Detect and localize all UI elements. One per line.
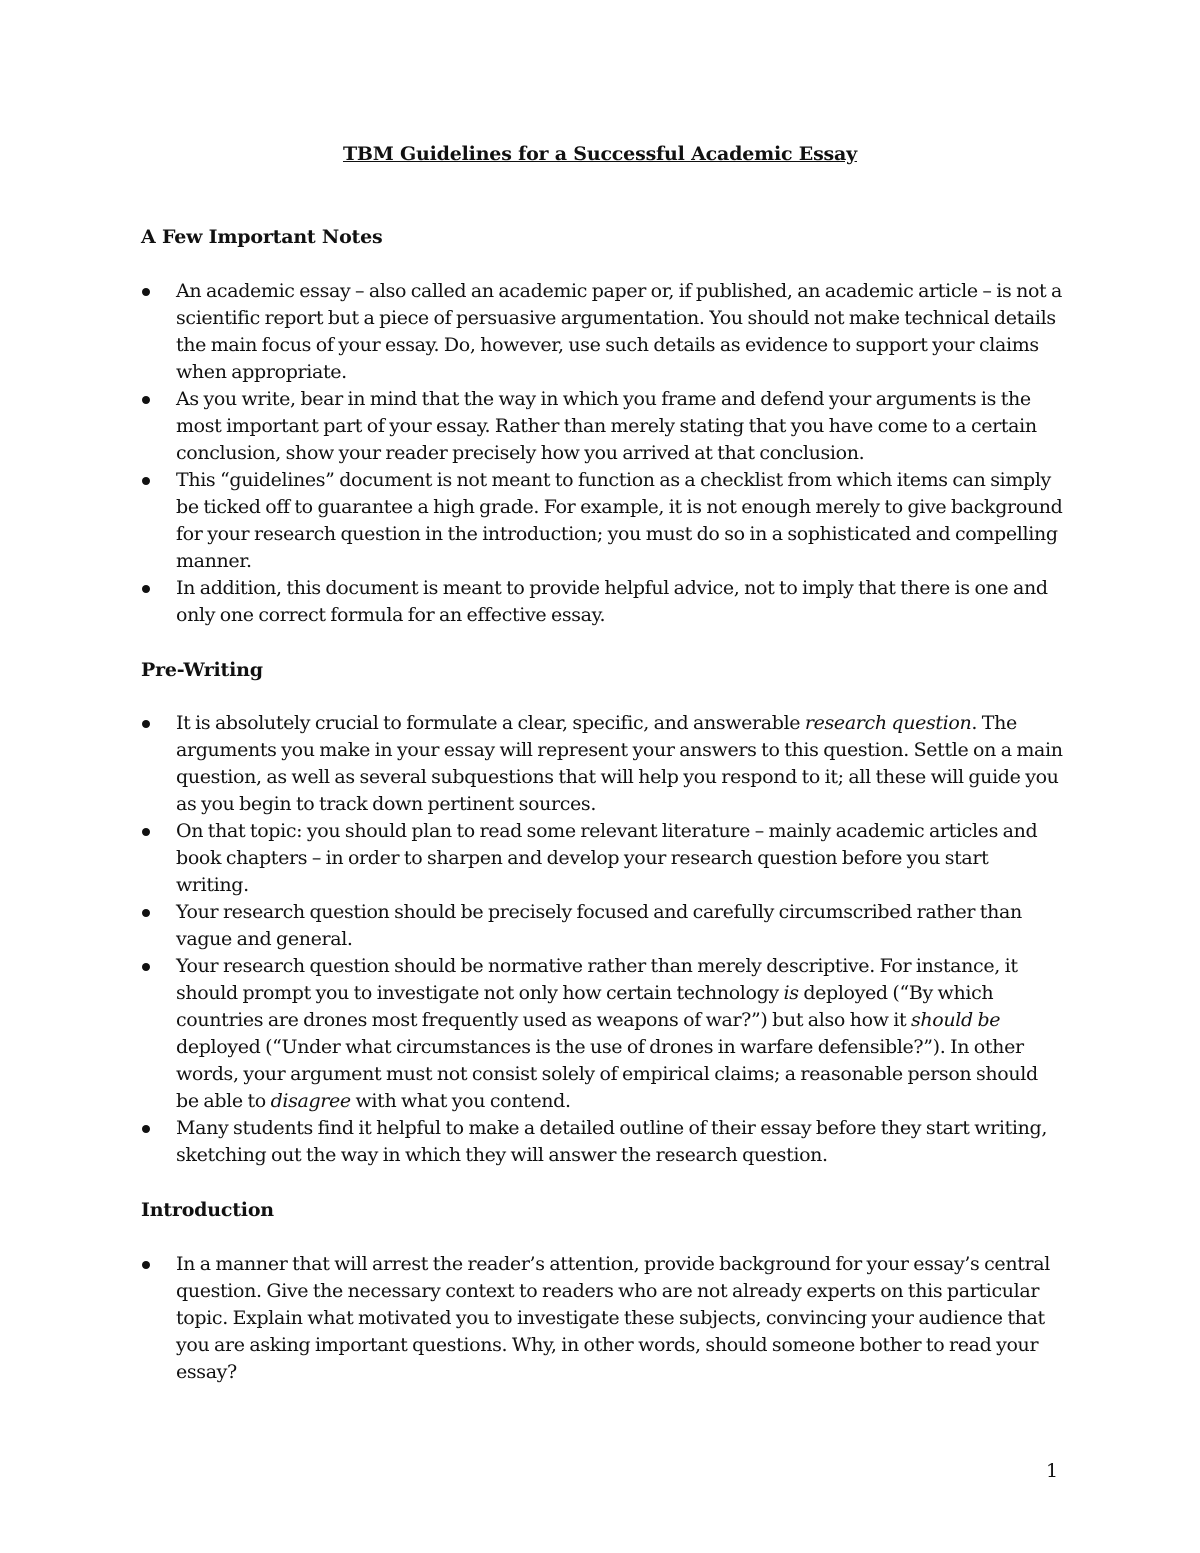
list-item-text: Your research question should be normative rather than merely descriptive. For instance, it should prompt you to investigate not only how certain technology is deployed (“By which countries are drones most frequently used as weapons of war?”) but also how it should be deployed (“Under what circumstances is the use of drones in warfare defensible?”). In other words, your argument must not consist solely of empirical claims; a reasonable person should be able to disagree with what you contend. bbox=[176, 955, 1038, 1112]
list-item-text: In a manner that will arrest the reader’s attention, provide background for your essay’s central question. Give the necessary context to readers who are not already experts on this particular topic. Explain what motivated you to investigate these subjects, convincing your audience that you are asking important questions. Why, in other words, should someone bother to read your essay? bbox=[176, 1253, 1050, 1383]
bullet-icon bbox=[142, 396, 150, 404]
list-item bbox=[140, 575, 1065, 629]
section-heading-notes: A Few Important Notes bbox=[141, 226, 383, 248]
introduction-list bbox=[140, 1251, 1065, 1386]
bullet-icon bbox=[142, 828, 150, 836]
bullet-icon bbox=[142, 909, 150, 917]
bullet-icon bbox=[142, 585, 150, 593]
prewriting-list bbox=[140, 710, 1065, 1169]
page-number: 1 bbox=[1046, 1460, 1059, 1482]
notes-list bbox=[140, 278, 1065, 629]
bullet-icon bbox=[142, 288, 150, 296]
bullet-icon bbox=[142, 963, 150, 971]
list-item-text: This “guidelines” document is not meant to function as a checklist from which items can simply be ticked off to guarantee a high grade. For example, it is not enough merely to give background for your research question in the introduction; you must do so in a sophisticated and compelling manner. bbox=[176, 469, 1063, 572]
section-heading-prewriting: Pre-Writing bbox=[141, 659, 263, 681]
list-item-text: As you write, bear in mind that the way in which you frame and defend your arguments is the most important part of your essay. Rather than merely stating that you have come to a certain conclusion, show your reader precisely how you arrived at that conclusion. bbox=[176, 388, 1037, 464]
bullet-icon bbox=[142, 477, 150, 485]
list-item bbox=[140, 899, 1065, 953]
list-item-text: Many students find it helpful to make a detailed outline of their essay before they start writing, sketching out the way in which they will answer the research question. bbox=[176, 1117, 1048, 1166]
list-item bbox=[140, 953, 1065, 1115]
list-item-text: Your research question should be precisely focused and carefully circumscribed rather than vague and general. bbox=[176, 901, 1022, 950]
list-item bbox=[140, 467, 1065, 575]
bullet-icon bbox=[142, 1261, 150, 1269]
list-item bbox=[140, 278, 1065, 386]
list-item-text: On that topic: you should plan to read some relevant literature – mainly academic articles and book chapters – in order to sharpen and develop your research question before you start writing. bbox=[176, 820, 1038, 896]
list-item bbox=[140, 1115, 1065, 1169]
bullet-icon bbox=[142, 720, 150, 728]
list-item-text: It is absolutely crucial to formulate a clear, specific, and answerable research question. The arguments you make in your essay will represent your answers to this question. Settle on a main question, as well as several subquestions that will help you respond to it; all these will guide you as you begin to track down pertinent sources. bbox=[176, 712, 1063, 815]
list-item bbox=[140, 386, 1065, 467]
list-item-text: In addition, this document is meant to provide helpful advice, not to imply that there is one and only one correct formula for an effective essay. bbox=[176, 577, 1048, 626]
list-item bbox=[140, 1251, 1065, 1386]
list-item bbox=[140, 818, 1065, 899]
section-heading-introduction: Introduction bbox=[141, 1199, 274, 1221]
document-title: TBM Guidelines for a Successful Academic Essay bbox=[342, 143, 858, 165]
list-item-text: An academic essay – also called an academic paper or, if published, an academic article – is not a scientific report but a piece of persuasive argumentation. You should not make technical details the main focus of your essay. Do, however, use such details as evidence to support your claims when appropriate. bbox=[176, 280, 1063, 383]
list-item bbox=[140, 710, 1065, 818]
bullet-icon bbox=[142, 1125, 150, 1133]
